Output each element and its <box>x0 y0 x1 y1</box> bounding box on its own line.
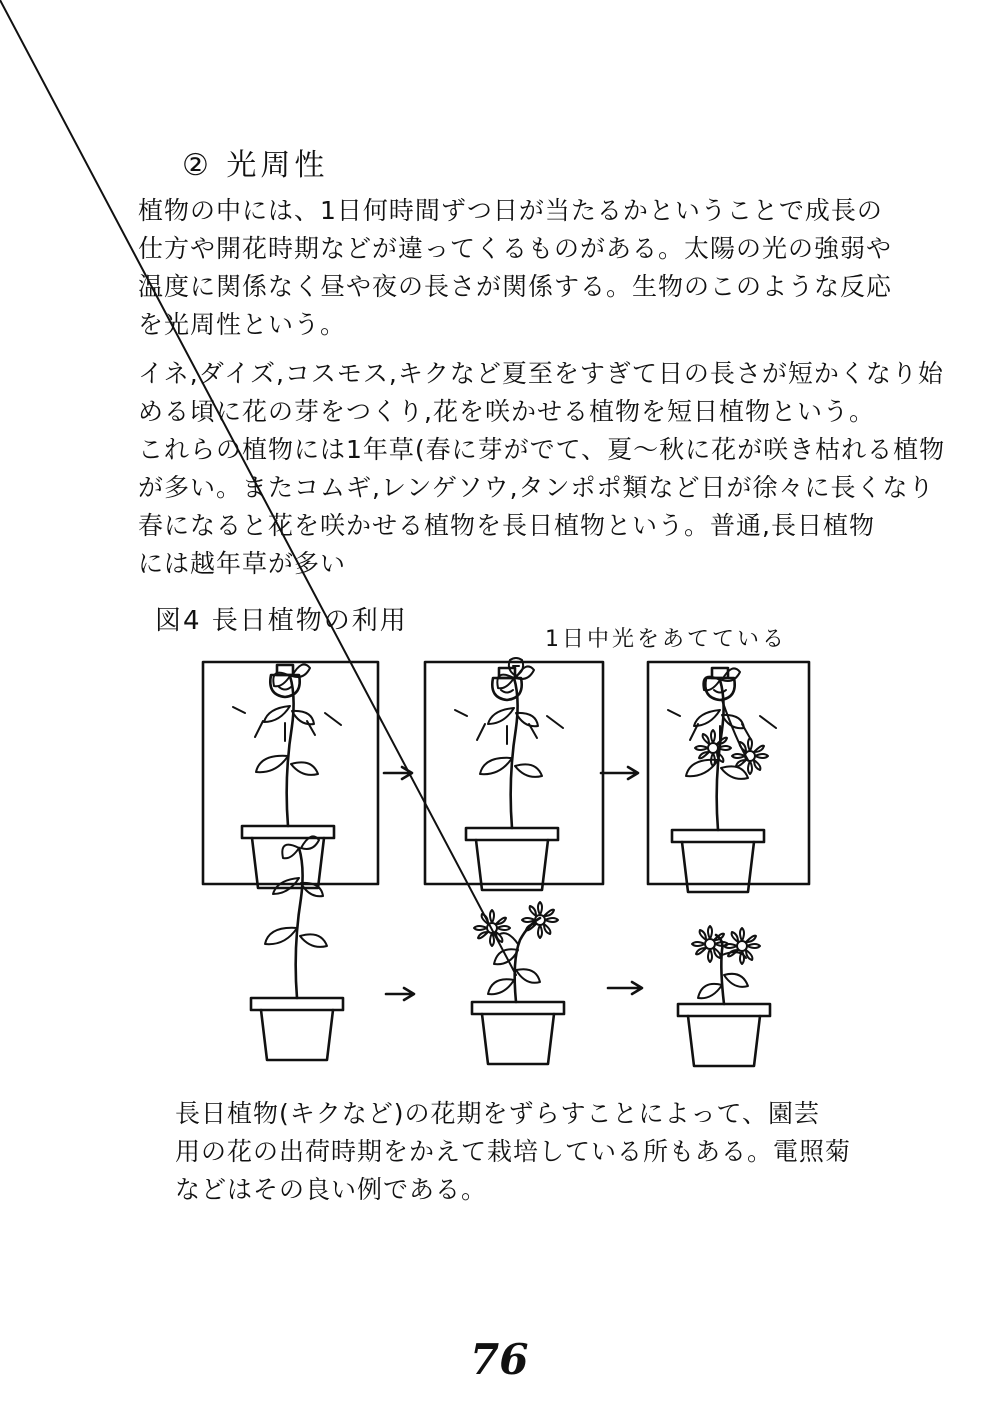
paragraph-line: が多い。またコムギ,レンゲソウ,タンポポ類など日が徐々に長くなり <box>138 473 935 502</box>
paragraph-line: 植物の中には、1日何時間ずつ日が当たるかということで成長の <box>138 196 883 225</box>
arrow-2 <box>601 767 638 779</box>
plant-3 <box>678 926 770 1066</box>
plant-1 <box>251 836 343 1060</box>
paragraph-line: イネ,ダイズ,コスモス,キクなど夏至をすぎて日の長さが短かくなり始 <box>138 359 944 388</box>
section-heading: ② 光周性 <box>182 148 329 183</box>
plant-2 <box>0 0 564 1064</box>
paragraph-line: これらの植物には1年草(春に芽がでて、夏～秋に花が咲き枯れる植物 <box>138 435 946 464</box>
arrow-3 <box>386 988 414 1000</box>
paragraph-line: 春になると花を咲かせる植物を長日植物という。普通,長日植物 <box>138 511 875 540</box>
panel-3 <box>648 662 809 892</box>
figure-note: 1日中光をあてている <box>545 627 787 652</box>
paragraph-line: を光周性という。 <box>138 310 347 339</box>
figure-title: 図4 長日植物の利用 <box>155 606 408 636</box>
page-number: 76 <box>470 1335 529 1384</box>
paragraph-line: 温度に関係なく昼や夜の長さが関係する。生物のこのような反応 <box>138 272 893 301</box>
paragraph-line: には越年草が多い <box>138 549 347 578</box>
panel-1 <box>203 662 378 888</box>
paragraph-line: 仕方や開花時期などが違ってくるものがある。太陽の光の強弱や <box>138 234 893 263</box>
paragraph-line: 長日植物(キクなど)の花期をずらすことによって、園芸 <box>175 1099 821 1128</box>
paragraph-line: 用の花の出荷時期をかえて栽培している所もある。電照菊 <box>175 1137 852 1166</box>
paragraph-line: などはその良い例である。 <box>175 1175 488 1204</box>
paragraph-chrysanthemum <box>175 1095 875 1209</box>
arrow-4 <box>608 982 642 994</box>
paragraph-line: める頃に花の芽をつくり,花を咲かせる植物を短日植物という。 <box>138 397 875 426</box>
